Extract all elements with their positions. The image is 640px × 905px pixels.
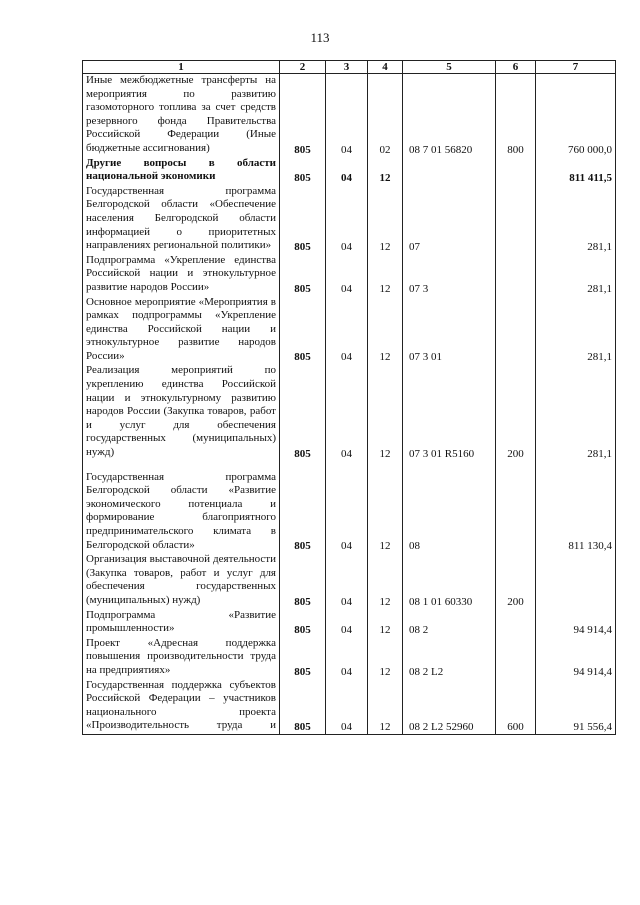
table-row [83,637,616,679]
row-rz: 04 [326,609,368,637]
header-col-5: 5 [403,61,496,74]
row-rz: 04 [326,157,368,185]
row-vr [496,609,536,637]
row-sum: 281,1 [536,364,616,460]
row-pr: 12 [368,254,403,296]
row-rz: 04 [326,296,368,365]
row-sum: 811 130,4 [536,461,616,554]
row-name: Основное мероприятие «Мероприятия в рамках подпрограммы «Укрепление единства Российской нации и этнокультурное развитие народов России» [83,296,280,365]
row-name: Государственная программа Белгородской области «Обеспечение населения Белгородской области информацией о приоритетных направлениях региональной политики» [83,185,280,254]
row-gr: 805 [280,364,326,460]
row-name: Государственная программа Белгородской области «Развитие экономического потенциала и формирование благоприятного предпринимательского климата в Белгородской области» [83,461,280,554]
row-vr [496,254,536,296]
row-vr: 200 [496,553,536,608]
row-pr: 12 [368,637,403,679]
row-name: Организация выставочной деятельности (Закупка товаров, работ и услуг для обеспечения государственных (муниципальных) нужд) [83,553,280,608]
row-gr: 805 [280,254,326,296]
row-sum: 281,1 [536,296,616,365]
header-col-7: 7 [536,61,616,74]
row-cs: 07 3 01 R5160 [403,364,496,460]
row-gr: 805 [280,74,326,157]
row-sum: 94 914,4 [536,609,616,637]
row-rz: 04 [326,74,368,157]
row-vr [496,157,536,185]
row-rz: 04 [326,254,368,296]
row-gr: 805 [280,553,326,608]
table-row [83,553,616,608]
header-col-1: 1 [83,61,280,74]
row-gr: 805 [280,679,326,735]
row-sum: 281,1 [536,254,616,296]
table-row [83,185,616,254]
budget-table [82,60,616,735]
row-rz: 04 [326,364,368,460]
row-pr: 12 [368,185,403,254]
row-rz: 04 [326,553,368,608]
row-name: Государственная поддержка субъектов Российской Федерации – участников национального проекта «Производительность труда и [83,679,280,735]
header-col-6: 6 [496,61,536,74]
table-row [83,254,616,296]
row-name: Реализация мероприятий по укреплению единства Российской нации и этнокультурному развитию народов России (Закупка товаров, работ и услуг для обеспечения государственных (муниципальных) нужд) [83,364,280,460]
row-cs: 07 [403,185,496,254]
table-row [83,364,616,460]
row-rz: 04 [326,185,368,254]
row-vr [496,296,536,365]
row-rz: 04 [326,461,368,554]
row-gr: 805 [280,609,326,637]
table-row [83,461,616,554]
row-gr: 805 [280,157,326,185]
row-name: Проект «Адресная поддержка повышения производительности труда на предприятиях» [83,637,280,679]
row-pr: 02 [368,74,403,157]
table-row [83,679,616,735]
row-gr: 805 [280,185,326,254]
row-sum: 281,1 [536,185,616,254]
row-pr: 12 [368,553,403,608]
table-row [83,157,616,185]
row-sum: 94 914,4 [536,637,616,679]
header-col-3: 3 [326,61,368,74]
table-row [83,296,616,365]
row-vr [496,461,536,554]
page-number: 113 [310,30,330,45]
table-row [83,74,616,157]
row-pr: 12 [368,679,403,735]
row-gr: 805 [280,296,326,365]
row-sum [536,553,616,608]
row-vr: 800 [496,74,536,157]
table-header-row [83,61,616,74]
row-cs: 08 2 [403,609,496,637]
table-row [83,609,616,637]
header-col-2: 2 [280,61,326,74]
row-gr: 805 [280,637,326,679]
row-cs: 08 2 L2 [403,637,496,679]
row-pr: 12 [368,157,403,185]
row-vr: 600 [496,679,536,735]
row-vr: 200 [496,364,536,460]
row-name: Другие вопросы в области национальной экономики [83,157,280,185]
row-pr: 12 [368,461,403,554]
row-rz: 04 [326,679,368,735]
row-cs: 08 7 01 56820 [403,74,496,157]
row-cs: 08 2 L2 52960 [403,679,496,735]
row-pr: 12 [368,609,403,637]
row-cs: 07 3 01 [403,296,496,365]
row-gr: 805 [280,461,326,554]
row-rz: 04 [326,637,368,679]
row-sum: 91 556,4 [536,679,616,735]
row-sum: 760 000,0 [536,74,616,157]
row-vr [496,637,536,679]
row-cs [403,157,496,185]
row-vr [496,185,536,254]
row-name: Иные межбюджетные трансферты на мероприятия по развитию газомоторного топлива за счет средств резервного фонда Правительства Российской Федерации (Иные бюджетные ассигнования) [83,74,280,157]
row-pr: 12 [368,364,403,460]
row-sum: 811 411,5 [536,157,616,185]
row-cs: 07 3 [403,254,496,296]
row-cs: 08 1 01 60330 [403,553,496,608]
header-col-4: 4 [368,61,403,74]
row-name: Подпрограмма «Укрепление единства Российской нации и этнокультурное развитие народов России» [83,254,280,296]
row-name: Подпрограмма «Развитие промышленности» [83,609,280,637]
row-pr: 12 [368,296,403,365]
row-cs: 08 [403,461,496,554]
